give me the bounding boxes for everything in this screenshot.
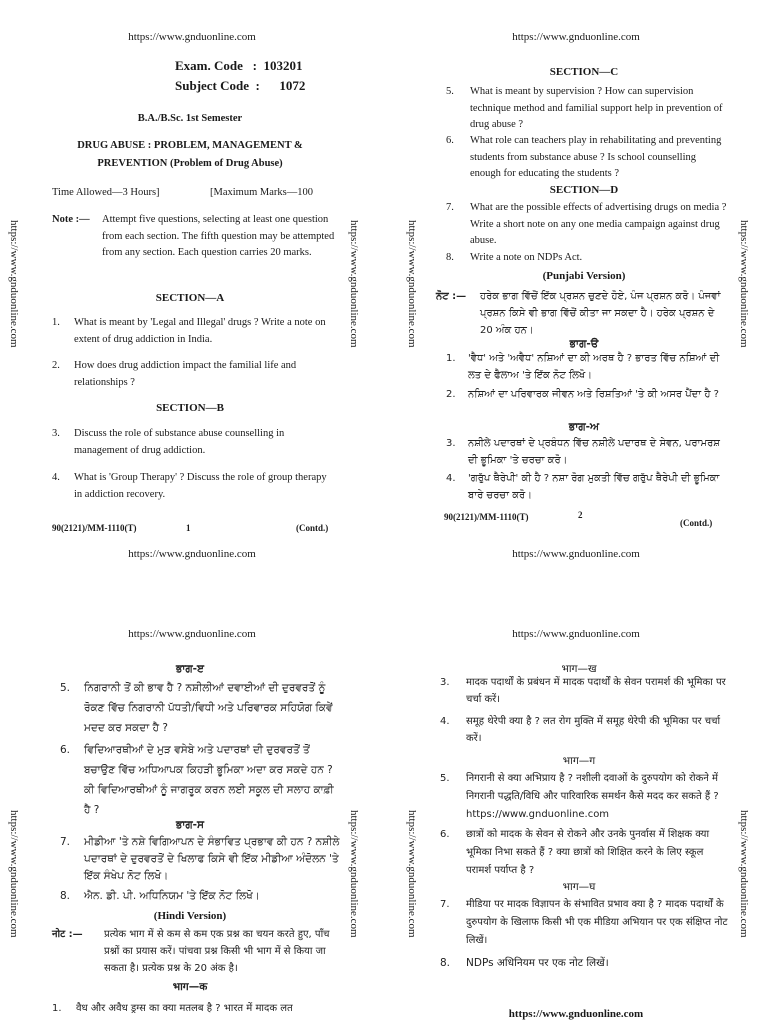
question-4-text: What is 'Group Therapy' ? Discuss the role of group therapy in addiction recovery. <box>74 472 327 500</box>
punjabi-question-3-text: ਨਸ਼ੀਲੇ ਪਦਾਰਥਾਂ ਦੇ ਪ੍ਰਬੰਧਨ ਵਿੱਚ ਨਸ਼ੀਲੇ ਪਦਾਰਥ ਦੇ ਸੇਵਨ, ਪਰਾਮਰਸ਼ ਦੀ ਭੂਮਿਕਾ 'ਤੇ ਚਰਚਾ ਕਰੋ। <box>468 438 720 466</box>
page-1 <box>0 0 384 570</box>
side-url-left[interactable]: https://www.gnduonline.com <box>8 220 20 348</box>
page-2 <box>384 0 768 570</box>
bhag-b-heading: ਭਾਗ-ਅ <box>568 421 600 433</box>
question-5-text: What is meant by supervision ? How can supervision technique method and familial support help in prevention of drug abuse ? <box>470 86 723 130</box>
section-d-heading: SECTION—D <box>549 184 619 196</box>
section-c-heading: SECTION—C <box>549 66 619 78</box>
question-8: 8. Write a note on NDPs Act. <box>446 250 728 267</box>
note-label: Note :— <box>52 214 90 225</box>
question-1-text: What is meant by 'Legal and Illegal' drugs ? Write a note on extent of drug addiction in India. <box>74 317 326 345</box>
punjabi-question-5-text: ਨਿਗਰਾਨੀ ਤੋਂ ਕੀ ਭਾਵ ਹੈ ? ਨਸ਼ੀਲੀਆਂ ਦਵਾਈਆਂ ਦੀ ਦੁਰਵਰਤੋਂ ਨੂੰ ਰੋਕਣ ਵਿੱਚ ਨਿਗਰਾਨੀ ਪੱਧਤੀ/ਵਿਧੀ ਅਤੇ ਪਰਿਵਾਰਕ ਸਹਿਯੋਗ ਕਿਵੇਂ ਮਦਦ ਕਰ ਸਕਦਾ ਹੈ ? <box>84 682 333 734</box>
side-url-right[interactable]: https://www.gnduonline.com <box>738 220 750 348</box>
side-url-right[interactable]: https://www.gnduonline.com <box>348 810 360 938</box>
side-url-right[interactable]: https://www.gnduonline.com <box>348 220 360 348</box>
punjabi-question-5: 5. ਨਿਗਰਾਨੀ ਤੋਂ ਕੀ ਭਾਵ ਹੈ ? ਨਸ਼ੀਲੀਆਂ ਦਵਾਈਆਂ ਦੀ ਦੁਰਵਰਤੋਂ ਨੂੰ ਰੋਕਣ ਵਿੱਚ ਨਿਗਰਾਨੀ ਪੱਧਤੀ/ਵਿਧੀ ਅਤੇ ਪਰਿਵਾਰਕ ਸਹਿਯੋਗ ਕਿਵੇਂ ਮਦਦ ਕਰ ਸਕਦਾ ਹੈ ? <box>60 678 340 738</box>
footer-paper-code: 90(2121)/MM-1110(T) <box>52 523 137 533</box>
hindi-question-4: 4. समूह थेरेपी क्या है ? लत रोग मुक्ति में समूह थेरेपी की भूमिका पर चर्चा करें। <box>440 713 730 747</box>
page-url-footer[interactable]: https://www.gnduonline.com <box>508 1008 644 1020</box>
hindi-question-8: 8. NDPs अधिनियम पर एक नोट लिखें। <box>440 954 730 972</box>
question-7: 7. What are the possible effects of advertising drugs on media ? Write a short note on any one media campaign against drug abuse. <box>446 200 728 250</box>
side-url-left[interactable]: https://www.gnduonline.com <box>406 220 418 348</box>
hindi-question-1-text: वैध और अवैध ड्रग्स का क्या मतलब है ? भारत में मादक लत <box>76 1003 293 1014</box>
punjabi-question-1-text: 'ਵੈਧ' ਅਤੇ 'ਅਵੈਧ' ਨਸ਼ਿਆਂ ਦਾ ਕੀ ਅਰਥ ਹੈ ? ਭਾਰਤ ਵਿੱਚ ਨਸ਼ਿਆਂ ਦੀ ਲਤ ਦੇ ਫੈਲਾਅ 'ਤੇ ਇੱਕ ਨੋਟ ਲਿਖੋ। <box>468 353 720 381</box>
page-url-header[interactable]: https://www.gnduonline.com <box>128 31 256 43</box>
page-url-header[interactable]: https://www.gnduonline.com <box>128 628 256 640</box>
hindi-question-6-text: छात्रों को मादक के सेवन से रोकने और उनके पुनर्वास में शिक्षक क्या भूमिका निभा सकते हैं ? क्या छात्रों को शिक्षित करने के लिए स्कूल परामर्श पर्याप्त है ? <box>466 829 710 876</box>
page-4 <box>384 570 768 1024</box>
hindi-note-text: प्रत्येक भाग में से कम से कम एक प्रश्न का चयन करते हुए, पाँच प्रश्नों का प्रयास करें। पांचवा प्रश्न किसी भी भाग में से किया जा सकता है। प्रत्येक प्रश्न के 20 अंक है। <box>104 929 330 974</box>
time-allowed: Time Allowed—3 Hours] <box>52 187 160 198</box>
hindi-question-1: 1. वैध और अवैध ड्रग्स का क्या मतलब है ? भारत में मादक लत <box>52 1000 342 1017</box>
page-url-header[interactable]: https://www.gnduonline.com <box>512 628 640 640</box>
paper-title-line1: DRUG ABUSE : PROBLEM, MANAGEMENT & <box>77 140 303 151</box>
question-2-text: How does drug addiction impact the familial life and relationships ? <box>74 360 297 388</box>
bhag-d-heading: ਭਾਗ-ਸ <box>175 819 205 831</box>
note-text: Attempt five questions, selecting at least one question from each section. The fifth question may be attempted from any section. Each question carries 20 marks. <box>102 214 335 258</box>
hindi-version-heading: (Hindi Version) <box>153 910 227 922</box>
footer-page-number: 2 <box>578 510 583 520</box>
punjabi-question-4-text: 'ਗਰੁੱਪ ਥੈਰੇਪੀ' ਕੀ ਹੈ ? ਨਸ਼ਾ ਰੋਗ ਮੁਕਤੀ ਵਿੱਚ ਗਰੁੱਪ ਥੈਰੇਪੀ ਦੀ ਭੂਮਿਕਾ ਬਾਰੇ ਚਰਚਾ ਕਰੋ। <box>468 473 720 501</box>
punjabi-question-7: 7. ਮੀਡੀਆ 'ਤੇ ਨਸ਼ੇ ਵਿਗਿਆਪਨ ਦੇ ਸੰਭਾਵਿਤ ਪ੍ਰਭਾਵ ਕੀ ਹਨ ? ਨਸ਼ੀਲੇ ਪਦਾਰਥਾਂ ਦੇ ਦੁਰਵਰਤੋਂ ਦੇ ਖਿਲਾਫ ਕਿਸੇ ਵੀ ਇੱਕ ਮੀਡੀਆ ਅੰਦੋਲਨ 'ਤੇ ਇੱਕ ਸੰਖੇਪ ਨੋਟ ਲਿਖੋ। <box>60 834 340 885</box>
hindi-question-5-text: निगरानी से क्या अभिप्राय है ? नशीली दवाओं के दुरुपयोग को रोकने में निगरानी पद्धति/विधि और पारिवारिक समर्थन कैसे मदद कर सकते हैं ? https://www.gnduonline.com <box>466 773 719 820</box>
bhag-k-heading: भाग—क <box>172 981 208 993</box>
max-marks: [Maximum Marks—100 <box>210 187 313 198</box>
page-url-footer[interactable]: https://www.gnduonline.com <box>512 548 640 560</box>
punjabi-question-6-text: ਵਿਦਿਆਰਥੀਆਂ ਦੇ ਮੁੜ ਵਸੇਬੇ ਅਤੇ ਪਦਾਰਥਾਂ ਦੀ ਦੁਰਵਰਤੋਂ ਤੋਂ ਬਚਾਉਣ ਵਿੱਚ ਅਧਿਆਪਕ ਕਿਹੜੀ ਭੂਮਿਕਾ ਅਦਾ ਕਰ ਸਕਦੇ ਹਨ ? ਕੀ ਵਿਦਿਆਰਥੀਆਂ ਨੂੰ ਜਾਗਰੂਕ ਕਰਨ ਲਈ ਸਕੂਲ ਦੀ ਸਲਾਹ ਕਾਫ਼ੀ ਹੈ ? <box>84 744 334 816</box>
section-a-heading: SECTION—A <box>155 292 225 304</box>
footer-contd: (Contd.) <box>680 518 713 528</box>
punjabi-note <box>436 288 728 339</box>
question-6-text: What role can teachers play in rehabilitating and preventing students from substance abuse ? Is school counselling enough for educating the students ? <box>470 135 722 179</box>
paper-title <box>40 137 340 173</box>
punjabi-question-3: 3. ਨਸ਼ੀਲੇ ਪਦਾਰਥਾਂ ਦੇ ਪ੍ਰਬੰਧਨ ਵਿੱਚ ਨਸ਼ੀਲੇ ਪਦਾਰਥ ਦੇ ਸੇਵਨ, ਪਰਾਮਰਸ਼ ਦੀ ਭੂਮਿਕਾ 'ਤੇ ਚਰਚਾ ਕਰੋ। <box>446 435 728 469</box>
question-3: 3. Discuss the role of substance abuse counselling in management of drug addiction. <box>52 426 337 459</box>
side-url-right[interactable]: https://www.gnduonline.com <box>738 810 750 938</box>
punjabi-question-8-text: ਐਨ. ਡੀ. ਪੀ. ਅਧਿਨਿਯਮ 'ਤੇ ਇੱਕ ਨੋਟ ਲਿਖੋ। <box>84 890 260 902</box>
punjabi-question-4: 4. 'ਗਰੁੱਪ ਥੈਰੇਪੀ' ਕੀ ਹੈ ? ਨਸ਼ਾ ਰੋਗ ਮੁਕਤੀ ਵਿੱਚ ਗਰੁੱਪ ਥੈਰੇਪੀ ਦੀ ਭੂਮਿਕਾ ਬਾਰੇ ਚਰਚਾ ਕਰੋ। <box>446 470 728 504</box>
question-1: 1. What is meant by 'Legal and Illegal' drugs ? Write a note on extent of drug addiction in India. <box>52 315 337 348</box>
question-7-text: What are the possible effects of advertising drugs on media ? Write a short note on any one media campaign against drug abuse. <box>470 202 727 246</box>
subject-code-value: 1072 <box>279 78 306 93</box>
hindi-note-label: नोट :— <box>52 929 83 940</box>
hindi-question-3: 3. मादक पदार्थों के प्रबंधन में मादक पदार्थों के सेवन परामर्श की भूमिका पर चर्चा करें। <box>440 674 730 708</box>
semester: B.A./B.Sc. 1st Semester <box>137 113 243 124</box>
question-5: 5. What is meant by supervision ? How can supervision technique method and familial support help in prevention of drug abuse ? <box>446 84 728 134</box>
punjabi-question-2-text: ਨਸ਼ਿਆਂ ਦਾ ਪਰਿਵਾਰਕ ਜੀਵਨ ਅਤੇ ਰਿਸ਼ਤਿਆਂ 'ਤੇ ਕੀ ਅਸਰ ਪੈਂਦਾ ਹੈ ? <box>468 389 719 400</box>
hindi-question-5: 5. निगरानी से क्या अभिप्राय है ? नशीली दवाओं के दुरुपयोग को रोकने में निगरानी पद्धति/विधि और पारिवारिक समर्थन कैसे मदद कर सकते हैं ? https://www.gnduonline.com <box>440 770 730 824</box>
page-url-footer[interactable]: https://www.gnduonline.com <box>128 548 256 560</box>
side-url-left[interactable]: https://www.gnduonline.com <box>406 810 418 938</box>
section-b-heading: SECTION—B <box>156 402 224 414</box>
punjabi-note-label: ਨੋਟ :— <box>436 291 467 302</box>
subject-code-label: Subject Code <box>175 78 250 93</box>
punjabi-version-heading: (Punjabi Version) <box>542 270 626 282</box>
punjabi-question-2: 2. ਨਸ਼ਿਆਂ ਦਾ ਪਰਿਵਾਰਕ ਜੀਵਨ ਅਤੇ ਰਿਸ਼ਤਿਆਂ 'ਤੇ ਕੀ ਅਸਰ ਪੈਂਦਾ ਹੈ ? <box>446 386 728 403</box>
hindi-question-7: 7. मीडिया पर मादक विज्ञापन के संभावित प्रभाव क्या है ? मादक पदार्थों के दुरुपयोग के खिलाफ किसी भी एक मीडिया अभियान पर एक संक्षिप्त नोट लिखें। <box>440 896 730 950</box>
paper-title-line2: PREVENTION (Problem of Drug Abuse) <box>97 158 283 169</box>
punjabi-question-6: 6. ਵਿਦਿਆਰਥੀਆਂ ਦੇ ਮੁੜ ਵਸੇਬੇ ਅਤੇ ਪਦਾਰਥਾਂ ਦੀ ਦੁਰਵਰਤੋਂ ਤੋਂ ਬਚਾਉਣ ਵਿੱਚ ਅਧਿਆਪਕ ਕਿਹੜੀ ਭੂਮਿਕਾ ਅਦਾ ਕਰ ਸਕਦੇ ਹਨ ? ਕੀ ਵਿਦਿਆਰਥੀਆਂ ਨੂੰ ਜਾਗਰੂਕ ਕਰਨ ਲਈ ਸਕੂਲ ਦੀ ਸਲਾਹ ਕਾਫ਼ੀ ਹੈ ? <box>60 740 340 820</box>
hindi-note <box>52 926 338 977</box>
page-3 <box>0 570 384 1024</box>
hindi-question-6: 6. छात्रों को मादक के सेवन से रोकने और उनके पुनर्वास में शिक्षक क्या भूमिका निभा सकते हैं ? क्या छात्रों को शिक्षित करने के लिए स्कूल परामर्श पर्याप्त है ? <box>440 826 730 880</box>
question-6: 6. What role can teachers play in rehabilitating and preventing students from substance abuse ? Is school counselling enough for educating the students ? <box>446 133 728 183</box>
exam-code-block: Exam. Code : 103201 Subject Code : 1072 <box>175 58 306 93</box>
footer-page-number: 1 <box>186 523 191 533</box>
bhag-a-heading: ਭਾਗ-ੳ <box>569 338 599 350</box>
page-url-header[interactable]: https://www.gnduonline.com <box>512 31 640 43</box>
bhag-kh-heading: भाग—ख <box>561 663 597 675</box>
hindi-question-8-text: NDPs अधिनियम पर एक नोट लिखें। <box>466 957 609 969</box>
punjabi-question-1: 1. 'ਵੈਧ' ਅਤੇ 'ਅਵੈਧ' ਨਸ਼ਿਆਂ ਦਾ ਕੀ ਅਰਥ ਹੈ ? ਭਾਰਤ ਵਿੱਚ ਨਸ਼ਿਆਂ ਦੀ ਲਤ ਦੇ ਫੈਲਾਅ 'ਤੇ ਇੱਕ ਨੋਟ ਲਿਖੋ। <box>446 350 728 384</box>
instructions-note <box>52 212 342 262</box>
exam-code-value: 103201 <box>263 58 303 73</box>
bhag-gh-heading: भाग—घ <box>562 881 596 893</box>
punjabi-question-7-text: ਮੀਡੀਆ 'ਤੇ ਨਸ਼ੇ ਵਿਗਿਆਪਨ ਦੇ ਸੰਭਾਵਿਤ ਪ੍ਰਭਾਵ ਕੀ ਹਨ ? ਨਸ਼ੀਲੇ ਪਦਾਰਥਾਂ ਦੇ ਦੁਰਵਰਤੋਂ ਦੇ ਖਿਲਾਫ ਕਿਸੇ ਵੀ ਇੱਕ ਮੀਡੀਆ ਅੰਦੋਲਨ 'ਤੇ ਇੱਕ ਸੰਖੇਪ ਨੋਟ ਲਿਖੋ। <box>84 836 340 882</box>
bhag-c-heading: ਭਾਗ-ੲ <box>175 663 205 675</box>
hindi-question-7-text: मीडिया पर मादक विज्ञापन के संभावित प्रभाव क्या है ? मादक पदार्थों के दुरुपयोग के खिलाफ किसी भी एक मीडिया अभियान पर एक संक्षिप्त नोट लिखें। <box>466 899 728 946</box>
hindi-question-3-text: मादक पदार्थों के प्रबंधन में मादक पदार्थों के सेवन परामर्श की भूमिका पर चर्चा करें। <box>466 677 726 705</box>
footer-contd: (Contd.) <box>296 523 329 533</box>
question-4: 4. What is 'Group Therapy' ? Discuss the role of group therapy in addiction recovery. <box>52 470 337 503</box>
footer-paper-code: 90(2121)/MM-1110(T) <box>444 512 529 522</box>
side-url-left[interactable]: https://www.gnduonline.com <box>8 810 20 938</box>
exam-code-label: Exam. Code <box>175 58 243 73</box>
punjabi-note-text: ਹਰੇਕ ਭਾਗ ਵਿੱਚੋਂ ਇੱਕ ਪ੍ਰਸ਼ਨ ਚੁਣਦੇ ਹੋਏ, ਪੰਜ ਪ੍ਰਸ਼ਨ ਕਰੋ। ਪੰਜਵਾਂ ਪ੍ਰਸ਼ਨ ਕਿਸੇ ਵੀ ਭਾਗ ਵਿੱਚੋਂ ਕੀਤਾ ਜਾ ਸਕਦਾ ਹੈ। ਹਰੇਕ ਪ੍ਰਸ਼ਨ ਦੇ 20 ਅੰਕ ਹਨ। <box>480 291 721 336</box>
question-2: 2. How does drug addiction impact the familial life and relationships ? <box>52 358 337 391</box>
bhag-g-heading: भाग—ग <box>562 755 596 767</box>
hindi-question-4-text: समूह थेरेपी क्या है ? लत रोग मुक्ति में समूह थेरेपी की भूमिका पर चर्चा करें। <box>466 716 721 744</box>
punjabi-question-8: 8. ਐਨ. ਡੀ. ਪੀ. ਅਧਿਨਿਯਮ 'ਤੇ ਇੱਕ ਨੋਟ ਲਿਖੋ। <box>60 888 340 905</box>
question-8-text: Write a note on NDPs Act. <box>470 252 583 263</box>
question-3-text: Discuss the role of substance abuse counselling in management of drug addiction. <box>74 428 285 456</box>
